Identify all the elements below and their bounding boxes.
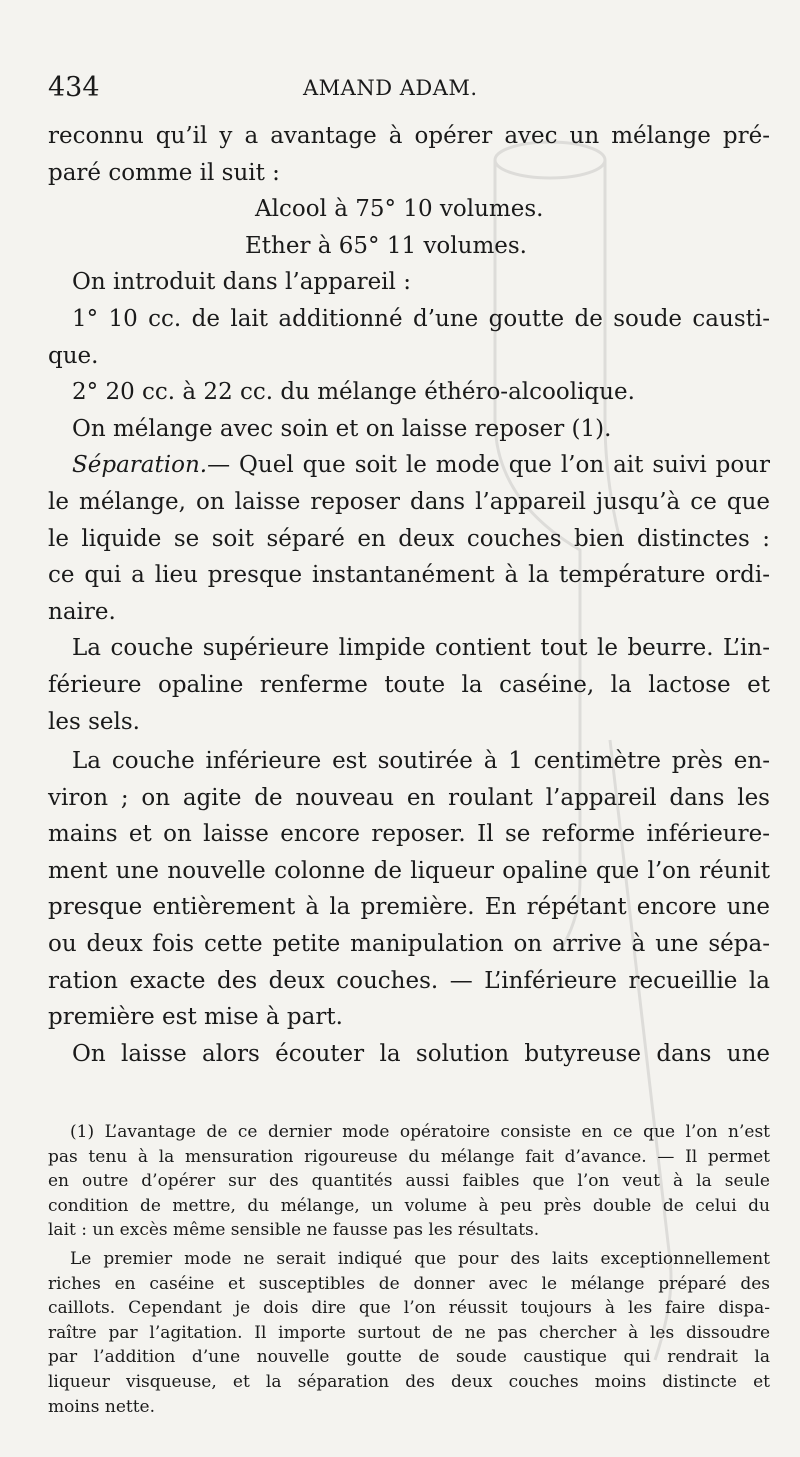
page-header (48, 72, 768, 108)
footnote-line: pas tenu à la mensuration rigoureuse du mélange fait d’avance. — Il permet (48, 1146, 770, 1167)
footnote (48, 1120, 770, 1419)
footnote-line: en outre d’opérer sur des quantités aussi faibles que l’on veut à la seule (48, 1171, 770, 1192)
recipe-line: Alcool à 75° 10 volumes. (255, 196, 544, 223)
text-line: 1° 10 cc. de lait additionné d’une goutte de soude causti- (72, 305, 770, 332)
text-line: naire. (48, 598, 116, 625)
footnote-line: Le premier mode ne serait indiqué que pour des laits exceptionnellement (70, 1248, 770, 1269)
running-title: AMAND ADAM. (303, 76, 478, 100)
recipe-line: Ether à 65° 11 volumes. (245, 232, 527, 259)
footnote-line: raître par l’agitation. Il importe surtout de ne pas chercher à les dissoudre (48, 1322, 770, 1343)
main-text (48, 118, 770, 1072)
footnote-line: caillots. Cependant je dois dire que l’on réussit toujours à les faire dispa- (48, 1298, 770, 1319)
text-line: On laisse alors écouter la solution butyreuse dans une (72, 1040, 770, 1067)
footnote-line: riches en caséine et susceptibles de donner avec le mélange préparé des (48, 1273, 770, 1294)
text-line: reconnu qu’il y a avantage à opérer avec un mélange pré- (48, 123, 770, 149)
text-line: On introduit dans l’appareil : (72, 269, 411, 296)
text-line: ration exacte des deux couches. — L’inférieure recueillie la (48, 967, 770, 994)
section-heading-line (48, 447, 770, 484)
text-line: paré comme il suit : (48, 159, 280, 186)
text-line: férieure opaline renferme toute la caséine, la lactose et (48, 671, 770, 698)
text-line: presque entièrement à la première. En répétant encore une (48, 894, 770, 921)
text-line: viron ; on agite de nouveau en roulant l’appareil dans les (48, 784, 770, 811)
text-line: ment une nouvelle colonne de liqueur opaline que l’on réunit (48, 857, 770, 884)
text-line: le liquide se soit séparé en deux couches bien distinctes : (48, 525, 770, 552)
text-line: La couche supérieure limpide contient tout le beurre. L’in- (72, 635, 770, 662)
text-line: le mélange, on laisse reposer dans l’appareil jusqu’à ce que (48, 488, 770, 515)
footnote-line: moins nette. (48, 1396, 156, 1417)
text-line: ce qui a lieu presque instantanément à la température ordi- (48, 562, 770, 589)
text-line: 2° 20 cc. à 22 cc. du mélange éthéro-alcoolique. (72, 379, 635, 406)
text-line: La couche inférieure est soutirée à 1 centimètre près en- (72, 748, 770, 775)
text-line: les sels. (48, 708, 140, 735)
footnote-line: condition de mettre, du mélange, un volume à peu près double de celui du (48, 1195, 770, 1216)
text-line: mains et on laisse encore reposer. Il se reforme inférieure- (48, 821, 770, 848)
footnote-line: liqueur visqueuse, et la séparation des deux couches moins distincte et (48, 1371, 770, 1392)
text-line: que. (48, 342, 99, 369)
page-number: 434 (48, 72, 100, 103)
text-line: première est mise à part. (48, 1004, 343, 1031)
footnote-line: (1) L’avantage de ce dernier mode opératoire consiste en ce que l’on n’est (70, 1122, 770, 1142)
footnote-line: lait : un excès même sensible ne fausse pas les résultats. (48, 1220, 540, 1241)
section-heading: Séparation. (72, 452, 208, 479)
text-line-continuation: — Quel que soit le mode que l’on ait suivi pour (207, 452, 770, 479)
footnote-line: par l’addition d’une nouvelle goutte de soude caustique qui rendrait la (48, 1347, 770, 1368)
text-line: On mélange avec soin et on laisse reposer (1). (72, 415, 612, 442)
text-line: ou deux fois cette petite manipulation on arrive à une sépa- (48, 931, 770, 958)
